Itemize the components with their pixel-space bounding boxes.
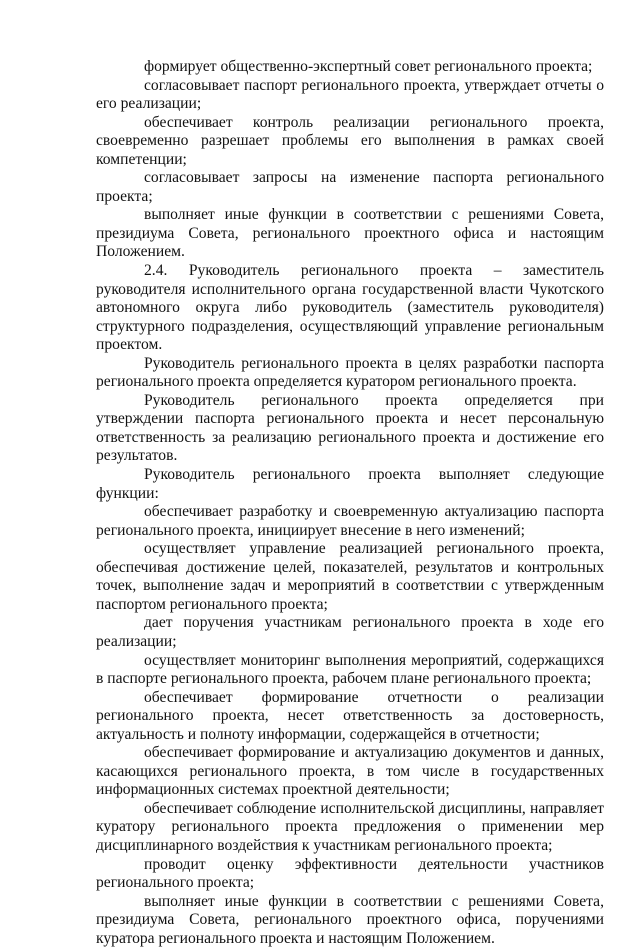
paragraph-approves-passport: согласовывает паспорт регионального проекта, утверждает отчеты о его реализации;	[96, 76, 604, 113]
paragraph-documents-data: обеспечивает формирование и актуализацию документов и данных, касающихся регионального проекта, в том числе в государственных информационных системах проектной деятельности;	[96, 744, 604, 799]
paragraph-section-2-4: 2.4. Руководитель регионального проекта – заместитель руководителя исполнительного органа государственной власти Чукотского автономного округа либо руководитель (заместитель руководителя) структурного подразделения, осуществляющий управление региональным проектом.	[96, 262, 604, 354]
paragraph-ensures-control: обеспечивает контроль реализации регионального проекта, своевременно разрешает проблемы его выполнения в рамках своей компетенции;	[96, 113, 604, 168]
paragraph-gives-instructions: дает поручения участникам регионального проекта в ходе его реализации;	[96, 614, 604, 650]
paragraph-other-functions-curator: выполняет иные функции в соответствии с решениями Совета, президиума Совета, регионального проектного офиса и настоящим Положением.	[96, 206, 604, 261]
paragraph-monitoring: осуществляет мониторинг выполнения мероприятий, содержащихся в паспорте регионального проекта, рабочем плане регионального проекта;	[96, 651, 604, 688]
document-body	[96, 58, 604, 948]
paragraph-reporting: обеспечивает формирование отчетности о реализации регионального проекта, несет ответственность за достоверность, актуальность и полноту информации, содержащейся в отчетности;	[96, 688, 604, 743]
paragraph-efficiency-assessment: проводит оценку эффективности деятельности участников регионального проекта;	[96, 855, 604, 892]
paragraph-ensures-development: обеспечивает разработку и своевременную актуализацию паспорта регионального проекта, инициирует внесение в него изменений;	[96, 503, 604, 539]
paragraph-manages-implementation: осуществляет управление реализацией регионального проекта, обеспечивая достижение целей, показателей, результатов и контрольных точек, выполнение задач и мероприятий в соответствии с утвержденным паспортом регионального проекта;	[96, 540, 604, 613]
paragraph-council-forms-expert-council: формирует общественно-экспертный совет регионального проекта;	[144, 58, 593, 75]
paragraph-head-defined-by-curator: Руководитель регионального проекта в целях разработки паспорта регионального проекта определяется куратором регионального проекта.	[96, 354, 604, 391]
paragraph-head-functions-intro: Руководитель регионального проекта выполняет следующие функции:	[96, 466, 604, 502]
paragraph-head-responsibility: Руководитель регионального проекта определяется при утверждении паспорта регионального проекта и несет персональную ответственность за реализацию регионального проекта и достижение его результатов.	[96, 391, 604, 465]
paragraph-discipline: обеспечивает соблюдение исполнительской дисциплины, направляет куратору регионального проекта предложения о применении мер дисциплинарного воздействия к участникам регионального проекта;	[96, 799, 604, 854]
paragraph-approves-change-requests: согласовывает запросы на изменение паспорта регионального проекта;	[96, 169, 604, 205]
paragraph-other-functions-head: выполняет иные функции в соответствии с решениями Совета, президиума Совета, регионального проектного офиса, поручениями куратора регионального проекта и настоящим Положением.	[96, 892, 604, 947]
